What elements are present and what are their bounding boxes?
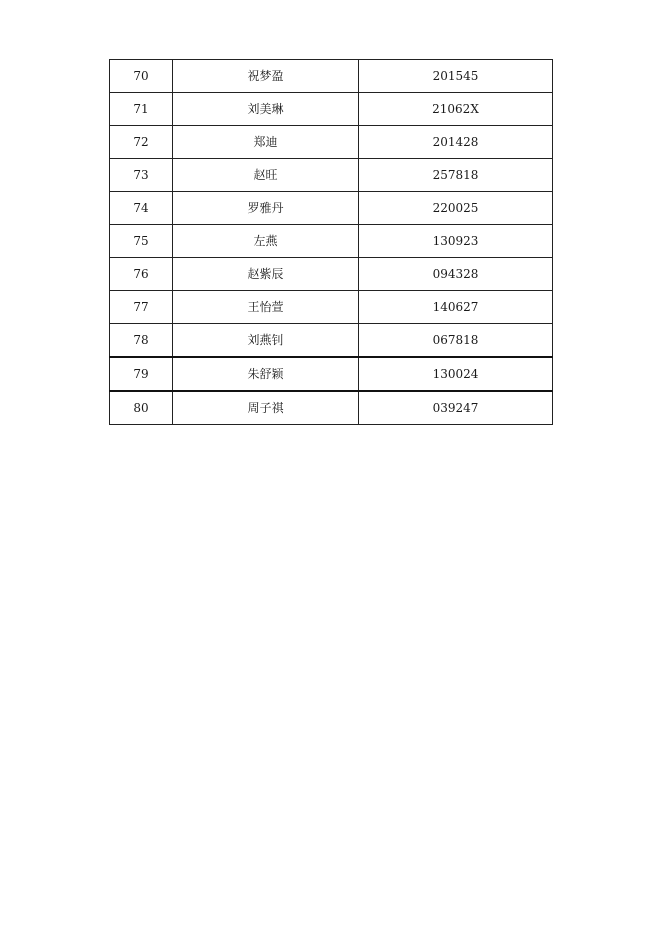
name-cell: 周子祺: [173, 391, 359, 425]
row-index-cell: 75: [110, 225, 173, 258]
code-cell: 21062X: [359, 93, 553, 126]
code-cell: 130923: [359, 225, 553, 258]
code-cell: 201428: [359, 126, 553, 159]
row-index-cell: 76: [110, 258, 173, 291]
table-row: [110, 291, 553, 324]
table-row: [110, 324, 553, 358]
code-cell: 094328: [359, 258, 553, 291]
code-cell: 039247: [359, 391, 553, 425]
row-index-cell: 77: [110, 291, 173, 324]
table-row: [110, 391, 553, 425]
row-index-cell: 79: [110, 357, 173, 391]
row-index-cell: 71: [110, 93, 173, 126]
name-cell: 左燕: [173, 225, 359, 258]
roster-table: [109, 59, 553, 425]
table-row: [110, 126, 553, 159]
row-index-cell: 78: [110, 324, 173, 358]
table-row: [110, 93, 553, 126]
table-row: [110, 258, 553, 291]
name-cell: 郑迪: [173, 126, 359, 159]
roster-table-body: [110, 60, 553, 425]
name-cell: 刘美琳: [173, 93, 359, 126]
table-row: [110, 357, 553, 391]
name-cell: 赵旺: [173, 159, 359, 192]
code-cell: 220025: [359, 192, 553, 225]
name-cell: 祝梦盈: [173, 60, 359, 93]
code-cell: 140627: [359, 291, 553, 324]
row-index-cell: 73: [110, 159, 173, 192]
code-cell: 257818: [359, 159, 553, 192]
row-index-cell: 80: [110, 391, 173, 425]
table-row: [110, 225, 553, 258]
table-row: [110, 60, 553, 93]
row-index-cell: 72: [110, 126, 173, 159]
table-row: [110, 159, 553, 192]
row-index-cell: 70: [110, 60, 173, 93]
name-cell: 朱舒颖: [173, 357, 359, 391]
name-cell: 罗雅丹: [173, 192, 359, 225]
code-cell: 067818: [359, 324, 553, 358]
code-cell: 201545: [359, 60, 553, 93]
name-cell: 刘燕钊: [173, 324, 359, 358]
name-cell: 赵紫辰: [173, 258, 359, 291]
code-cell: 130024: [359, 357, 553, 391]
name-cell: 王怡萱: [173, 291, 359, 324]
row-index-cell: 74: [110, 192, 173, 225]
table-row: [110, 192, 553, 225]
